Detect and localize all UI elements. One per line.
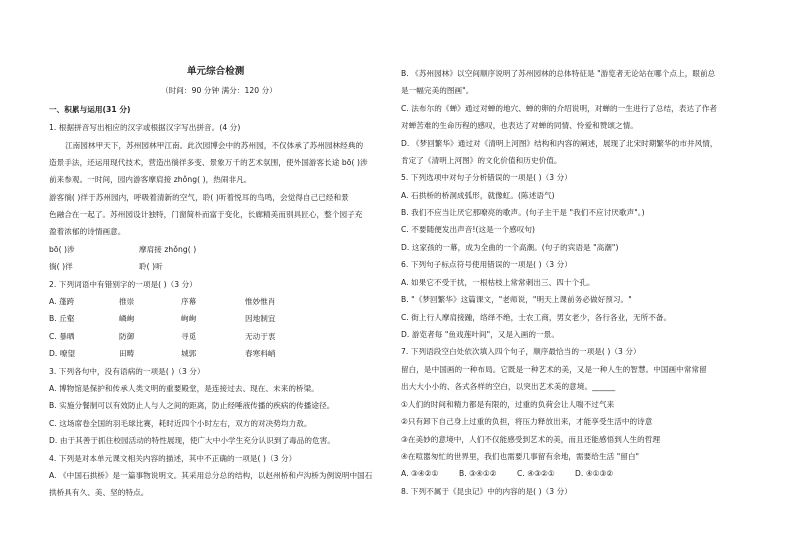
- q1-passage-line: 前来参观。一时间，园内游客摩肩接 zhǒng( )，热闹非凡。: [49, 175, 252, 184]
- q3-option-c: C. 这场席卷全国的羽毛球比赛，耗时近四个小时左右，双方的对决势均力敌。: [49, 419, 312, 428]
- word: 无动于衷: [245, 332, 276, 341]
- q1-passage-line: 江南园林甲天下，苏州园林甲江南。此次园博会中的苏州园，不仅体承了苏州园林经典的: [65, 141, 364, 150]
- option: C. ④③②①: [517, 469, 555, 478]
- q6-option-a: A. 如果它不受干扰，一根枯枝上常常刺出三、四十个孔。: [401, 278, 595, 287]
- q4-option-a-cont: 拱桥具有久、美、坚的特点。: [49, 488, 149, 497]
- q5-option-b: B. 我们不应当让厌它那嘹亮的歌声。(句子主干是 "我们不应讨厌歌声"。): [401, 208, 645, 217]
- q4-option-c: C. 法布尔的《蝉》通过对蝉的地穴、蝉的卵的介绍说明，对蝉的一生进行了总结，表达了作者: [401, 104, 718, 113]
- exam-meta: （时间：90 分钟 满分：120 分）: [161, 86, 277, 95]
- q6-option-c: C. 街上行人摩肩接踵，络绎不绝，士农工商，男女老少，各行各业，无所不备。: [401, 313, 672, 322]
- q1-blank: bō( )涉: [49, 245, 75, 254]
- q5-option-a: A. 石拱桥的桥洞成弧形，就像虹。(陈述语气): [401, 191, 555, 200]
- option: A. ③④②①: [401, 469, 439, 478]
- q3-option-a: A. 博物馆是保护和传承人类文明的重要殿堂，是连接过去、现在、未来的桥梁。: [49, 384, 319, 393]
- q5-stem: 5. 下列选项中对句子分析错误的一项是( )（3 分）: [401, 173, 572, 182]
- q3-option-d: D. 由于其善于抓住校园活动的特性展现，使广大中小学生充分认识到了毒品的危害。: [49, 436, 335, 445]
- q5-option-c: C. 不要随便发出声音!(这是一个感叹句): [401, 225, 536, 234]
- q5-option-d: D. 这家孩的一幕，成为全曲的一个高潮。(句子的宾语是 "高潮"): [401, 243, 619, 252]
- q3-option-b: B. 实施分餐制可以有效防止人与人之间的距离，防止经唾液传播的疾病的传播途径。: [49, 401, 335, 410]
- q7-sentence: ④在喧嚣匆忙的世界里，我们也需要几事留有余地，需要给生活 "留白": [401, 452, 640, 461]
- q1-passage-line: 盈着浓郁的诗情画意。: [49, 227, 126, 236]
- option: B. ③④①②: [459, 469, 497, 478]
- q6-option-b: B. "《梦回繁华》这篇课文，"老师说，"明天上课前务必做好预习。": [401, 295, 632, 304]
- word: 峋峋: [181, 314, 197, 323]
- word: 嶙峋: [119, 314, 135, 323]
- q7-passage-line: 留白，是中国画的一种布局。它既是一种艺术的美，又是一种人生的智慧。中国画中常常留: [401, 365, 707, 374]
- q4-option-d-cont: 肯定了《清明上河图》的文化价值和历史价值。: [401, 156, 562, 165]
- word: 城郭: [181, 349, 197, 358]
- page-title: 单元综合检测: [187, 66, 245, 77]
- word: D. 嘹望: [49, 349, 76, 358]
- q4-option-b: B. 《苏州园林》以空间顺序说明了苏州园林的总体特征是 "游览者无论站在哪个点上，眼前总: [401, 69, 716, 78]
- q7-stem: 7. 下列语段空白处依次填入四个句子，顺序最恰当的一项是( )（3 分）: [401, 347, 641, 356]
- q7-sentence: ③在美妙的意境中，人们不仅能感受到艺术的美，而且还能感悟到人生的哲理: [401, 435, 661, 444]
- q1-blank: 聆( )听: [139, 262, 163, 271]
- word: 田畴: [119, 349, 135, 358]
- q4-option-a: A. 《中国石拱桥》是一篇事物说明文。其采用总分总的结构，以赵州桥和卢沟桥为例说明中国石: [49, 471, 373, 480]
- q4-stem: 4. 下列是对本单元课文相关内容的描述，其中不正确的一项是( )（3 分）: [49, 454, 297, 463]
- word: 因地制宜: [245, 314, 276, 323]
- word: A. 蓬跨: [49, 297, 75, 306]
- option: D. ④①③②: [575, 469, 614, 478]
- q8-stem: 8. 下列不属于《昆虫记》中的内容的是( )（3 分）: [401, 487, 572, 496]
- q1-passage-line: 造景手法，还运用现代技术，营造出徜徉多变、景象万千的艺术氛围，使外国游客长途 bō( )涉: [49, 158, 368, 167]
- q6-option-d: D. 游览者每 "鱼戏莲叶间"，又是入画的一景。: [401, 330, 559, 339]
- q1-stem: 1. 根据拼音写出相应的汉字或根据汉字写出拼音。(4 分): [49, 123, 241, 132]
- word: B. 丘壑: [49, 314, 75, 323]
- word: 惟妙惟肖: [245, 297, 276, 306]
- word: 防御: [119, 332, 135, 341]
- word: 春寒料峭: [245, 349, 276, 358]
- q4-option-b-cont: 是一幅完美的图画"。: [401, 86, 474, 95]
- word: 序幕: [181, 297, 197, 306]
- q1-blank: 摩肩接 zhǒng( ): [139, 245, 197, 254]
- q7-sentence: ②只有卸下自己身上过重的负担，将压力释放出来，才能享受生活中的诗意: [401, 417, 653, 426]
- word: C. 暴晒: [49, 332, 75, 341]
- word: 推崇: [119, 297, 135, 306]
- q1-passage-line: 色融合在一起了。苏州园设计独特，门窗简朴而富于变化，长廊精美而别具匠心，整个园子充: [49, 210, 363, 219]
- q6-stem: 6. 下列句子标点符号使用错误的一项是( )（3 分）: [401, 260, 572, 269]
- q7-passage-line: 出大大小小的、各式各样的空白，以突出艺术美的意境。______: [401, 382, 616, 391]
- q2-stem: 2. 下列词语中有错别字的一项是( )（3 分）: [49, 280, 197, 289]
- q4-option-c-cont: 对蝉苦难的生命历程的感叹，也表达了对蝉的同情、怜爱和赞颂之情。: [401, 121, 638, 130]
- q3-stem: 3. 下列各句中，没有语病的一项是( )（3 分）: [49, 367, 205, 376]
- q1-blank: 徜( )徉: [49, 262, 73, 271]
- q4-option-d: D. 《梦回繁华》通过对《清明上河图》结构和内容的阐述，展现了北宋时期繁华的市井风情，: [401, 139, 718, 148]
- section-heading: 一、积累与运用(31 分): [49, 105, 131, 114]
- word: 寻觅: [181, 332, 197, 341]
- q7-sentence: ①人们的时间和精力都是有限的，过重的负荷会让人喘不过气来: [401, 400, 615, 409]
- q1-passage-line: 游客徜( )徉于苏州园内，呼吸着清新的空气，聆( )听着悦耳的鸟鸣，会觉得自己已经和景: [49, 193, 349, 202]
